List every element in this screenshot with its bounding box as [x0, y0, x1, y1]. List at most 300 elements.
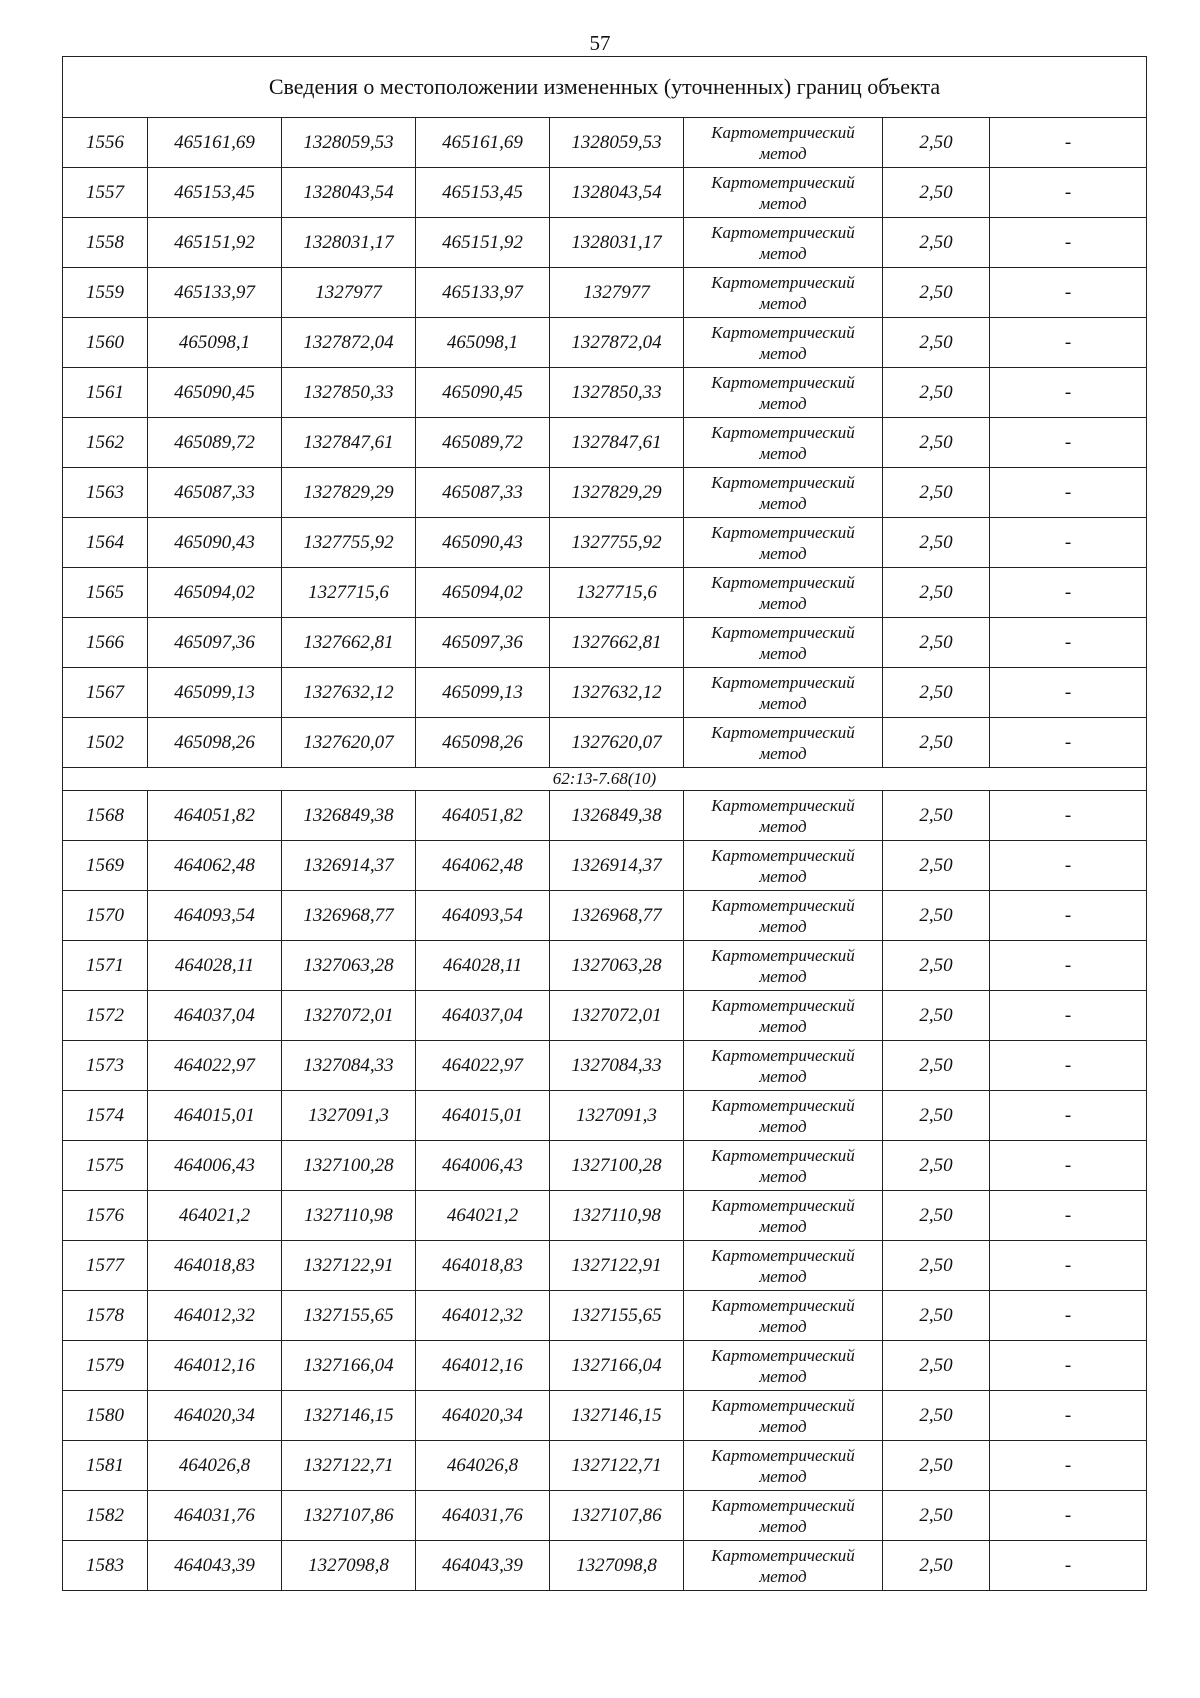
- accuracy-cell: 2,50: [883, 941, 990, 991]
- x-existing-cell: 465099,13: [148, 668, 282, 718]
- description-cell: -: [990, 1541, 1147, 1591]
- method-line-1: Картометрический: [711, 1245, 855, 1265]
- accuracy-cell: 2,50: [883, 1041, 990, 1091]
- y-existing-cell: 1327091,3: [282, 1091, 416, 1141]
- method-line-2: метод: [759, 916, 807, 936]
- point-number-cell: 1565: [63, 568, 148, 618]
- x-existing-cell: 464022,97: [148, 1041, 282, 1091]
- description-cell: -: [990, 1341, 1147, 1391]
- x-refined-cell: 464093,54: [416, 891, 550, 941]
- table-title: Сведения о местоположении измененных (уточненных) границ объекта: [63, 57, 1147, 118]
- y-existing-cell: 1327755,92: [282, 518, 416, 568]
- y-refined-cell: 1327632,12: [550, 668, 684, 718]
- method-line-1: Картометрический: [711, 795, 855, 815]
- method-line-1: Картометрический: [711, 995, 855, 1015]
- x-refined-cell: 465161,69: [416, 118, 550, 168]
- method-line-2: метод: [759, 1216, 807, 1236]
- page-number: 57: [589, 31, 611, 55]
- point-number-cell: 1576: [63, 1191, 148, 1241]
- x-refined-cell: 465151,92: [416, 218, 550, 268]
- point-number-cell: 1561: [63, 368, 148, 418]
- y-refined-cell: 1327122,91: [550, 1241, 684, 1291]
- x-existing-cell: 465087,33: [148, 468, 282, 518]
- y-refined-cell: 1326914,37: [550, 841, 684, 891]
- accuracy-cell: 2,50: [883, 1241, 990, 1291]
- table-row: [63, 218, 1147, 268]
- accuracy-cell: 2,50: [883, 841, 990, 891]
- x-refined-cell: 464062,48: [416, 841, 550, 891]
- method-cell: [684, 841, 883, 891]
- method-line-2: метод: [759, 1516, 807, 1536]
- point-number-cell: 1574: [63, 1091, 148, 1141]
- y-existing-cell: 1328059,53: [282, 118, 416, 168]
- section-header-row: [63, 768, 1147, 791]
- x-refined-cell: 464051,82: [416, 791, 550, 841]
- y-refined-cell: 1327715,6: [550, 568, 684, 618]
- method-line-1: Картометрический: [711, 1195, 855, 1215]
- x-existing-cell: 464020,34: [148, 1391, 282, 1441]
- method-line-1: Картометрический: [711, 322, 855, 342]
- accuracy-cell: 2,50: [883, 1491, 990, 1541]
- x-existing-cell: 465090,43: [148, 518, 282, 568]
- x-refined-cell: 464022,97: [416, 1041, 550, 1091]
- y-existing-cell: 1327146,15: [282, 1391, 416, 1441]
- x-existing-cell: 465090,45: [148, 368, 282, 418]
- method-cell: [684, 518, 883, 568]
- y-existing-cell: 1327122,71: [282, 1441, 416, 1491]
- table-row: [63, 1391, 1147, 1441]
- table-row: [63, 1541, 1147, 1591]
- table-row: [63, 668, 1147, 718]
- method-cell: [684, 1291, 883, 1341]
- x-existing-cell: 464006,43: [148, 1141, 282, 1191]
- x-existing-cell: 465098,1: [148, 318, 282, 368]
- description-cell: -: [990, 791, 1147, 841]
- method-line-2: метод: [759, 1566, 807, 1586]
- x-existing-cell: 465133,97: [148, 268, 282, 318]
- method-line-2: метод: [759, 1116, 807, 1136]
- point-number-cell: 1583: [63, 1541, 148, 1591]
- x-refined-cell: 464031,76: [416, 1491, 550, 1541]
- x-refined-cell: 465098,26: [416, 718, 550, 768]
- method-cell: [684, 618, 883, 668]
- accuracy-cell: 2,50: [883, 1141, 990, 1191]
- y-refined-cell: 1327063,28: [550, 941, 684, 991]
- y-refined-cell: 1327829,29: [550, 468, 684, 518]
- y-refined-cell: 1327091,3: [550, 1091, 684, 1141]
- y-existing-cell: 1326914,37: [282, 841, 416, 891]
- x-refined-cell: 464037,04: [416, 991, 550, 1041]
- method-cell: [684, 1041, 883, 1091]
- table-row: [63, 841, 1147, 891]
- x-refined-cell: 465094,02: [416, 568, 550, 618]
- y-existing-cell: 1327847,61: [282, 418, 416, 468]
- table-row: [63, 891, 1147, 941]
- y-refined-cell: 1327107,86: [550, 1491, 684, 1541]
- description-cell: -: [990, 1441, 1147, 1491]
- method-line-2: метод: [759, 966, 807, 986]
- y-existing-cell: 1327107,86: [282, 1491, 416, 1541]
- accuracy-cell: 2,50: [883, 1541, 990, 1591]
- method-line-2: метод: [759, 693, 807, 713]
- y-existing-cell: 1327063,28: [282, 941, 416, 991]
- method-line-2: метод: [759, 1416, 807, 1436]
- y-existing-cell: 1327620,07: [282, 718, 416, 768]
- x-refined-cell: 465089,72: [416, 418, 550, 468]
- method-cell: [684, 568, 883, 618]
- x-refined-cell: 465098,1: [416, 318, 550, 368]
- method-cell: [684, 468, 883, 518]
- x-existing-cell: 464028,11: [148, 941, 282, 991]
- point-number-cell: 1580: [63, 1391, 148, 1441]
- accuracy-cell: 2,50: [883, 468, 990, 518]
- accuracy-cell: 2,50: [883, 718, 990, 768]
- accuracy-cell: 2,50: [883, 568, 990, 618]
- description-cell: -: [990, 268, 1147, 318]
- method-line-1: Картометрический: [711, 722, 855, 742]
- table-row: [63, 1241, 1147, 1291]
- method-cell: [684, 318, 883, 368]
- y-refined-cell: 1327100,28: [550, 1141, 684, 1191]
- method-line-1: Картометрический: [711, 1345, 855, 1365]
- method-cell: [684, 1391, 883, 1441]
- method-line-1: Картометрический: [711, 522, 855, 542]
- x-existing-cell: 465153,45: [148, 168, 282, 218]
- table-row: [63, 718, 1147, 768]
- y-refined-cell: 1326968,77: [550, 891, 684, 941]
- method-line-2: метод: [759, 543, 807, 563]
- accuracy-cell: 2,50: [883, 268, 990, 318]
- accuracy-cell: 2,50: [883, 1341, 990, 1391]
- accuracy-cell: 2,50: [883, 1391, 990, 1441]
- method-line-1: Картометрический: [711, 945, 855, 965]
- method-cell: [684, 668, 883, 718]
- method-cell: [684, 1541, 883, 1591]
- y-refined-cell: 1327146,15: [550, 1391, 684, 1441]
- method-line-2: метод: [759, 816, 807, 836]
- method-line-2: метод: [759, 643, 807, 663]
- x-existing-cell: 464043,39: [148, 1541, 282, 1591]
- method-cell: [684, 791, 883, 841]
- accuracy-cell: 2,50: [883, 318, 990, 368]
- method-line-2: метод: [759, 1016, 807, 1036]
- method-line-1: Картометрический: [711, 422, 855, 442]
- method-cell: [684, 941, 883, 991]
- x-refined-cell: 464043,39: [416, 1541, 550, 1591]
- method-line-2: метод: [759, 493, 807, 513]
- x-refined-cell: 464021,2: [416, 1191, 550, 1241]
- x-existing-cell: 464012,16: [148, 1341, 282, 1391]
- y-refined-cell: 1327098,8: [550, 1541, 684, 1591]
- x-existing-cell: 465097,36: [148, 618, 282, 668]
- x-refined-cell: 465097,36: [416, 618, 550, 668]
- y-refined-cell: 1327872,04: [550, 318, 684, 368]
- y-refined-cell: 1326849,38: [550, 791, 684, 841]
- point-number-cell: 1557: [63, 168, 148, 218]
- y-refined-cell: 1327620,07: [550, 718, 684, 768]
- table-row: [63, 168, 1147, 218]
- method-line-1: Картометрический: [711, 572, 855, 592]
- method-line-1: Картометрический: [711, 222, 855, 242]
- x-existing-cell: 465151,92: [148, 218, 282, 268]
- method-line-1: Картометрический: [711, 1045, 855, 1065]
- method-cell: [684, 1341, 883, 1391]
- x-existing-cell: 464026,8: [148, 1441, 282, 1491]
- y-existing-cell: 1327715,6: [282, 568, 416, 618]
- y-existing-cell: 1327110,98: [282, 1191, 416, 1241]
- method-line-2: метод: [759, 443, 807, 463]
- table-row: [63, 791, 1147, 841]
- point-number-cell: 1571: [63, 941, 148, 991]
- point-number-cell: 1560: [63, 318, 148, 368]
- description-cell: -: [990, 168, 1147, 218]
- x-refined-cell: 464028,11: [416, 941, 550, 991]
- accuracy-cell: 2,50: [883, 218, 990, 268]
- description-cell: -: [990, 318, 1147, 368]
- method-cell: [684, 991, 883, 1041]
- y-existing-cell: 1326968,77: [282, 891, 416, 941]
- y-refined-cell: 1327072,01: [550, 991, 684, 1041]
- y-refined-cell: 1328043,54: [550, 168, 684, 218]
- y-refined-cell: 1327662,81: [550, 618, 684, 668]
- method-cell: [684, 218, 883, 268]
- accuracy-cell: 2,50: [883, 1191, 990, 1241]
- method-line-2: метод: [759, 1066, 807, 1086]
- point-number-cell: 1579: [63, 1341, 148, 1391]
- y-refined-cell: 1327977: [550, 268, 684, 318]
- description-cell: -: [990, 368, 1147, 418]
- point-number-cell: 1569: [63, 841, 148, 891]
- accuracy-cell: 2,50: [883, 1091, 990, 1141]
- method-line-2: метод: [759, 343, 807, 363]
- point-number-cell: 1562: [63, 418, 148, 468]
- method-line-1: Картометрический: [711, 1445, 855, 1465]
- method-line-1: Картометрический: [711, 622, 855, 642]
- y-refined-cell: 1327166,04: [550, 1341, 684, 1391]
- method-cell: [684, 1441, 883, 1491]
- table-row: [63, 268, 1147, 318]
- description-cell: -: [990, 1091, 1147, 1141]
- accuracy-cell: 2,50: [883, 991, 990, 1041]
- method-line-1: Картометрический: [711, 1295, 855, 1315]
- table-row: [63, 1441, 1147, 1491]
- method-line-2: метод: [759, 743, 807, 763]
- table-row: [63, 991, 1147, 1041]
- method-cell: [684, 1141, 883, 1191]
- method-cell: [684, 268, 883, 318]
- description-cell: -: [990, 1191, 1147, 1241]
- accuracy-cell: 2,50: [883, 791, 990, 841]
- x-refined-cell: 464012,16: [416, 1341, 550, 1391]
- table-row: [63, 468, 1147, 518]
- method-cell: [684, 1091, 883, 1141]
- point-number-cell: 1563: [63, 468, 148, 518]
- table-row: [63, 368, 1147, 418]
- y-existing-cell: 1327850,33: [282, 368, 416, 418]
- y-refined-cell: 1327847,61: [550, 418, 684, 468]
- accuracy-cell: 2,50: [883, 891, 990, 941]
- y-refined-cell: 1327755,92: [550, 518, 684, 568]
- x-existing-cell: 465089,72: [148, 418, 282, 468]
- y-existing-cell: 1327872,04: [282, 318, 416, 368]
- x-refined-cell: 464012,32: [416, 1291, 550, 1341]
- x-existing-cell: 464018,83: [148, 1241, 282, 1291]
- x-refined-cell: 465087,33: [416, 468, 550, 518]
- method-cell: [684, 418, 883, 468]
- description-cell: -: [990, 418, 1147, 468]
- table-title-row: [63, 57, 1147, 118]
- table-row: [63, 568, 1147, 618]
- description-cell: -: [990, 941, 1147, 991]
- method-line-2: метод: [759, 1166, 807, 1186]
- method-line-1: Картометрический: [711, 845, 855, 865]
- method-line-1: Картометрический: [711, 1395, 855, 1415]
- y-refined-cell: 1328031,17: [550, 218, 684, 268]
- method-line-1: Картометрический: [711, 672, 855, 692]
- description-cell: -: [990, 118, 1147, 168]
- y-existing-cell: 1328031,17: [282, 218, 416, 268]
- table-row: [63, 941, 1147, 991]
- description-cell: -: [990, 841, 1147, 891]
- method-line-2: метод: [759, 1316, 807, 1336]
- method-line-1: Картометрический: [711, 122, 855, 142]
- accuracy-cell: 2,50: [883, 418, 990, 468]
- table-row: [63, 1291, 1147, 1341]
- boundary-coordinates-table: [62, 56, 1147, 1591]
- y-existing-cell: 1327072,01: [282, 991, 416, 1041]
- method-line-1: Картометрический: [711, 1145, 855, 1165]
- table-row: [63, 418, 1147, 468]
- method-line-1: Картометрический: [711, 472, 855, 492]
- description-cell: -: [990, 1141, 1147, 1191]
- x-refined-cell: 465153,45: [416, 168, 550, 218]
- description-cell: -: [990, 1291, 1147, 1341]
- x-refined-cell: 464006,43: [416, 1141, 550, 1191]
- table-row: [63, 618, 1147, 668]
- x-existing-cell: 464051,82: [148, 791, 282, 841]
- point-number-cell: 1582: [63, 1491, 148, 1541]
- method-line-1: Картометрический: [711, 272, 855, 292]
- description-cell: -: [990, 668, 1147, 718]
- method-line-2: метод: [759, 593, 807, 613]
- accuracy-cell: 2,50: [883, 168, 990, 218]
- point-number-cell: 1581: [63, 1441, 148, 1491]
- x-refined-cell: 464015,01: [416, 1091, 550, 1141]
- x-existing-cell: 464093,54: [148, 891, 282, 941]
- point-number-cell: 1556: [63, 118, 148, 168]
- accuracy-cell: 2,50: [883, 518, 990, 568]
- point-number-cell: 1570: [63, 891, 148, 941]
- method-cell: [684, 1491, 883, 1541]
- description-cell: -: [990, 1491, 1147, 1541]
- x-existing-cell: 464037,04: [148, 991, 282, 1041]
- table-row: [63, 518, 1147, 568]
- table-row: [63, 118, 1147, 168]
- description-cell: -: [990, 518, 1147, 568]
- x-existing-cell: 465161,69: [148, 118, 282, 168]
- method-line-2: метод: [759, 193, 807, 213]
- y-existing-cell: 1327084,33: [282, 1041, 416, 1091]
- y-existing-cell: 1327100,28: [282, 1141, 416, 1191]
- x-refined-cell: 465090,43: [416, 518, 550, 568]
- description-cell: -: [990, 568, 1147, 618]
- method-line-1: Картометрический: [711, 1545, 855, 1565]
- method-line-2: метод: [759, 293, 807, 313]
- description-cell: -: [990, 468, 1147, 518]
- y-refined-cell: 1327850,33: [550, 368, 684, 418]
- x-refined-cell: 464020,34: [416, 1391, 550, 1441]
- method-line-2: метод: [759, 1466, 807, 1486]
- y-refined-cell: 1327155,65: [550, 1291, 684, 1341]
- table-row: [63, 1041, 1147, 1091]
- table-row: [63, 1141, 1147, 1191]
- method-line-2: метод: [759, 393, 807, 413]
- y-refined-cell: 1328059,53: [550, 118, 684, 168]
- method-line-1: Картометрический: [711, 895, 855, 915]
- table-row: [63, 1341, 1147, 1391]
- y-existing-cell: 1327166,04: [282, 1341, 416, 1391]
- method-line-2: метод: [759, 1366, 807, 1386]
- x-refined-cell: 465090,45: [416, 368, 550, 418]
- method-line-1: Картометрический: [711, 372, 855, 392]
- description-cell: -: [990, 1041, 1147, 1091]
- description-cell: -: [990, 218, 1147, 268]
- method-line-1: Картометрический: [711, 172, 855, 192]
- x-existing-cell: 465094,02: [148, 568, 282, 618]
- point-number-cell: 1564: [63, 518, 148, 568]
- method-line-1: Картометрический: [711, 1095, 855, 1115]
- x-existing-cell: 465098,26: [148, 718, 282, 768]
- method-cell: [684, 118, 883, 168]
- x-existing-cell: 464031,76: [148, 1491, 282, 1541]
- description-cell: -: [990, 1241, 1147, 1291]
- x-existing-cell: 464062,48: [148, 841, 282, 891]
- point-number-cell: 1566: [63, 618, 148, 668]
- point-number-cell: 1567: [63, 668, 148, 718]
- description-cell: -: [990, 891, 1147, 941]
- point-number-cell: 1575: [63, 1141, 148, 1191]
- method-cell: [684, 368, 883, 418]
- cadastral-number-label: 62:13-7.68(10): [63, 768, 1147, 791]
- method-cell: [684, 1241, 883, 1291]
- y-existing-cell: 1327662,81: [282, 618, 416, 668]
- point-number-cell: 1568: [63, 791, 148, 841]
- y-existing-cell: 1327632,12: [282, 668, 416, 718]
- table-row: [63, 318, 1147, 368]
- x-existing-cell: 464015,01: [148, 1091, 282, 1141]
- accuracy-cell: 2,50: [883, 368, 990, 418]
- accuracy-cell: 2,50: [883, 118, 990, 168]
- accuracy-cell: 2,50: [883, 618, 990, 668]
- x-refined-cell: 464018,83: [416, 1241, 550, 1291]
- y-existing-cell: 1328043,54: [282, 168, 416, 218]
- point-number-cell: 1502: [63, 718, 148, 768]
- method-line-2: метод: [759, 143, 807, 163]
- table-row: [63, 1191, 1147, 1241]
- y-existing-cell: 1326849,38: [282, 791, 416, 841]
- accuracy-cell: 2,50: [883, 668, 990, 718]
- y-existing-cell: 1327098,8: [282, 1541, 416, 1591]
- method-cell: [684, 168, 883, 218]
- table-row: [63, 1091, 1147, 1141]
- table-row: [63, 1491, 1147, 1541]
- x-existing-cell: 464012,32: [148, 1291, 282, 1341]
- y-existing-cell: 1327122,91: [282, 1241, 416, 1291]
- point-number-cell: 1573: [63, 1041, 148, 1091]
- method-line-1: Картометрический: [711, 1495, 855, 1515]
- description-cell: -: [990, 718, 1147, 768]
- description-cell: -: [990, 618, 1147, 668]
